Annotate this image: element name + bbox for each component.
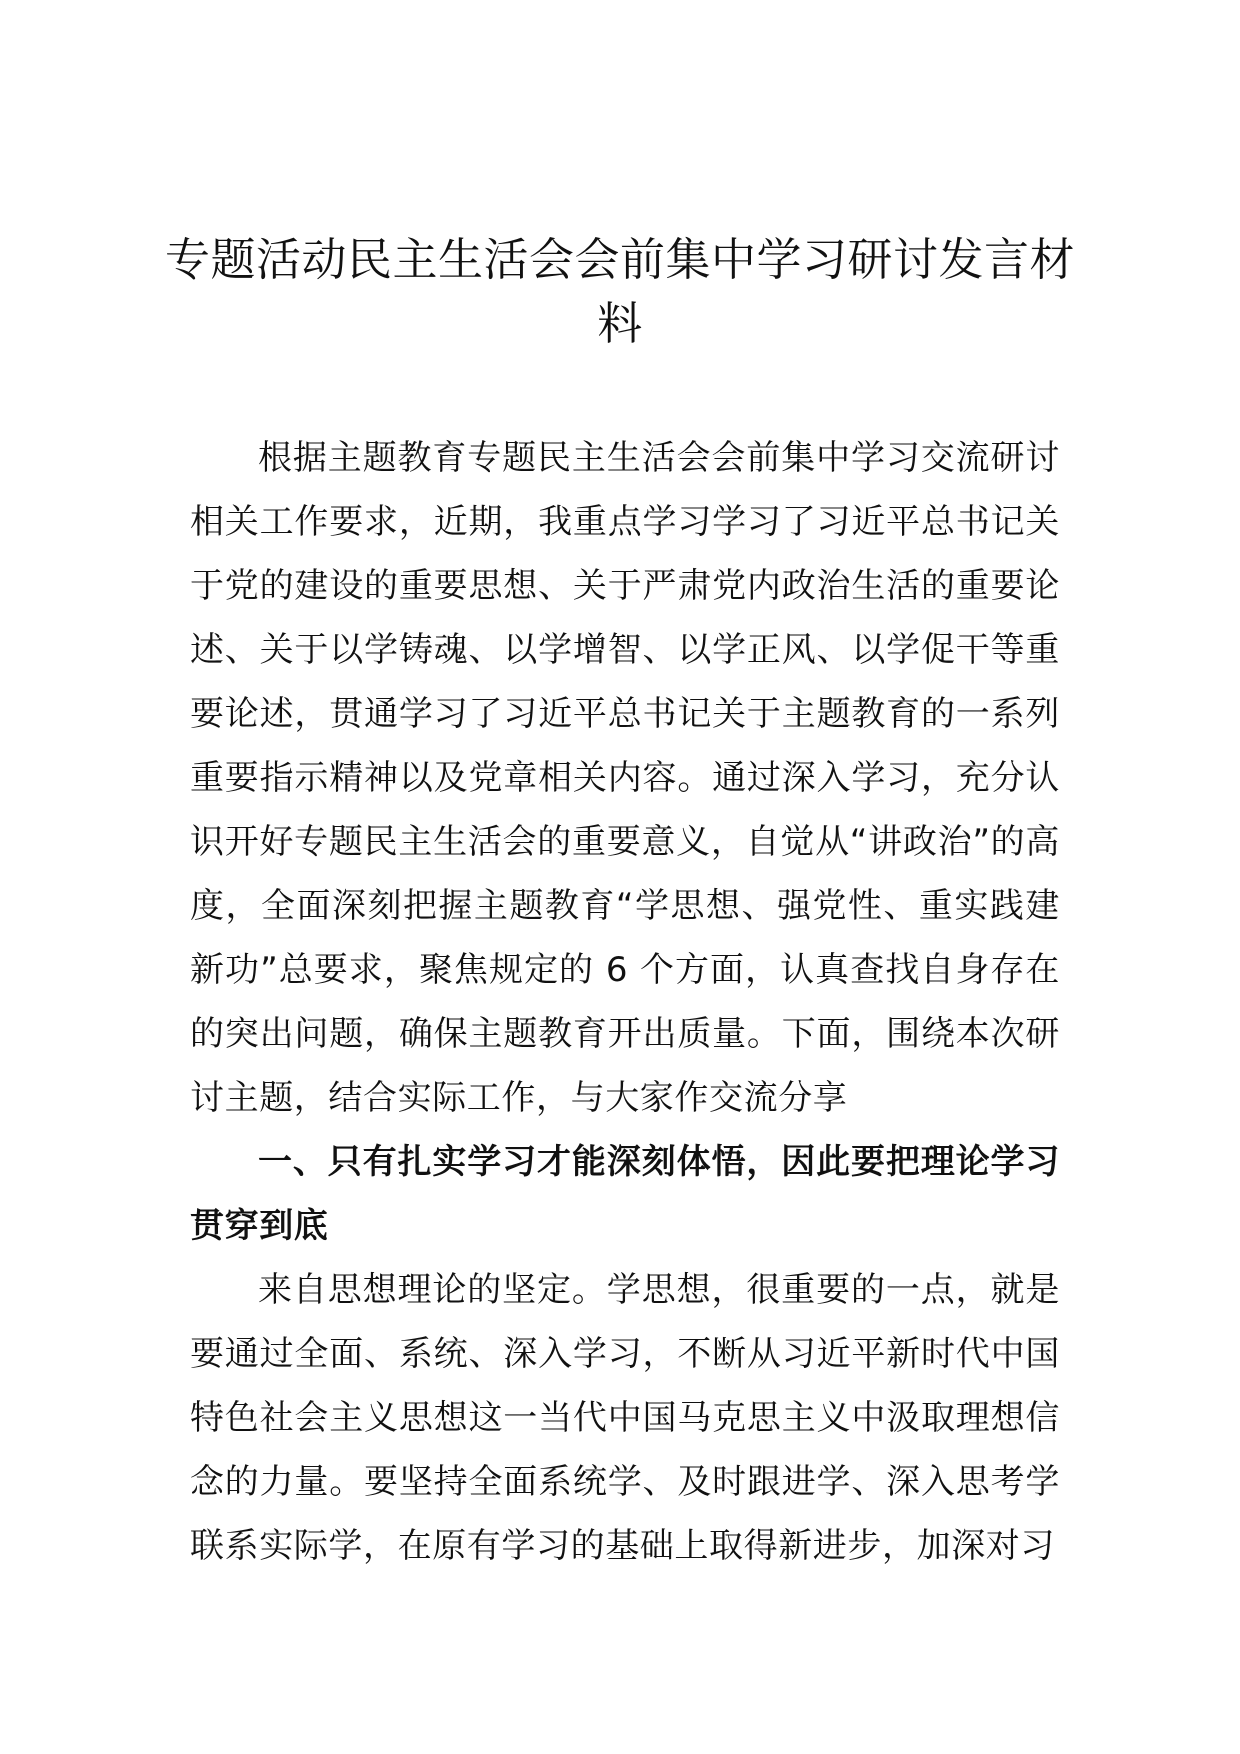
- paragraph-intro: 根据主题教育专题民主生活会会前集中学习交流研讨相关工作要求，近期，我重点学习学习了习近平总书记关于党的建设的重要思想、关于严肃党内政治生活的重要论述、关于以学铸魂、以学增智、以学正风、以学促干等重要论述，贯通学习了习近平总书记关于主题教育的一系列重要指示精神以及党章相关内容。通过深入学习，充分认识开好专题民主生活会的重要意义，自觉从“讲政治”的高度，全面深刻把握主题教育“学思想、强党性、重实践建新功”总要求，聚焦规定的 6 个方面，认真查找自身存在的突出问题，确保主题教育开出质量。下面，围绕本次研讨主题，结合实际工作，与大家作交流分享: [190, 438, 1060, 1118]
- paragraph-section-1: 来自思想理论的坚定。学思想，很重要的一点，就是要通过全面、系统、深入学习，不断从习近平新时代中国特色社会主义思想这一当代中国马克思主义中汲取理想信念的力量。要坚持全面系统学、及时跟进学、深入思考学联系实际学，在原有学习的基础上取得新进步，加深对习: [190, 1270, 1060, 1566]
- document-body: [190, 426, 1060, 1578]
- document-title: 专题活动民主生活会会前集中学习研讨发言材料: [164, 233, 1075, 350]
- section-heading-1: 一、只有扎实学习才能深刻体悟，因此要把理论学习贯穿到底: [190, 1142, 1060, 1246]
